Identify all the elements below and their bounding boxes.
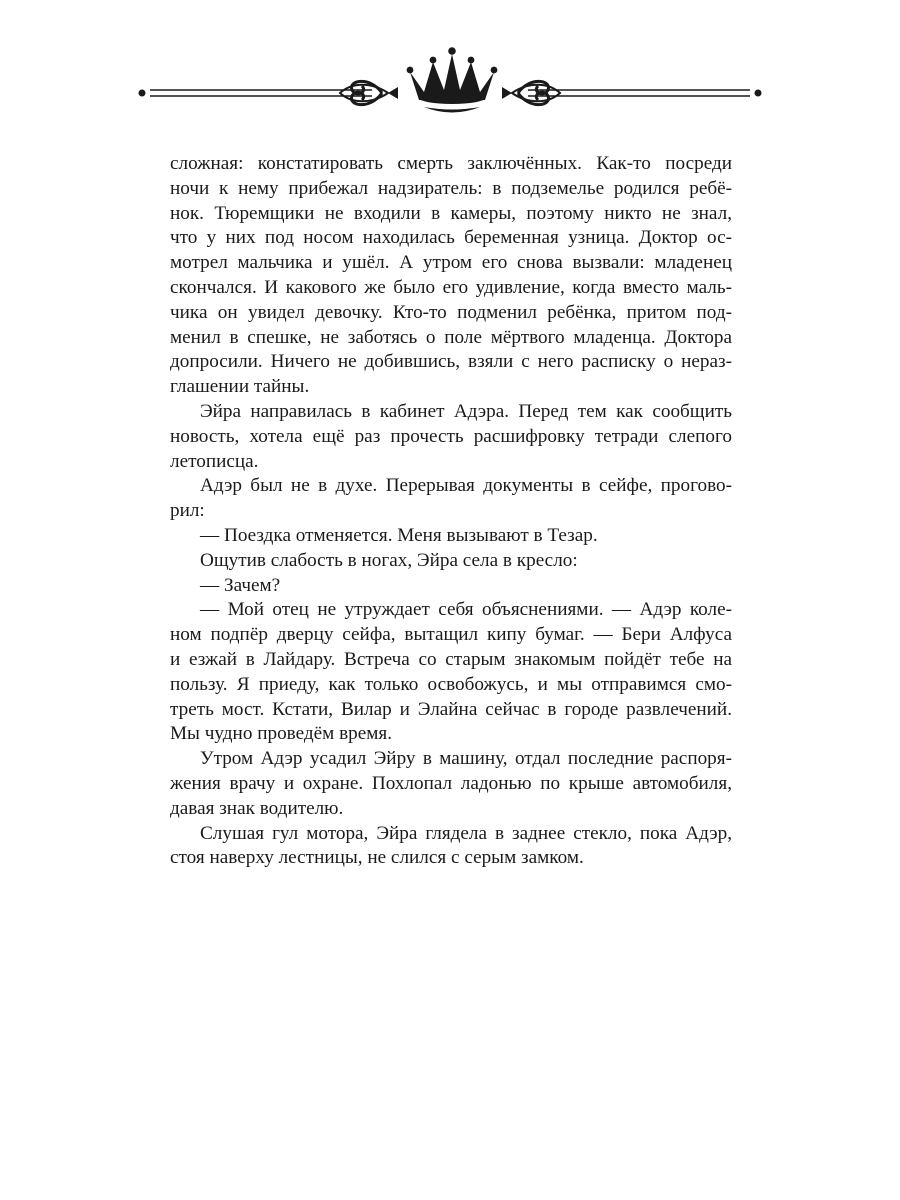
crown-icon — [407, 47, 498, 112]
text-line: что у них под носом находилась беременная узница. Доктор ос- — [170, 227, 732, 249]
text-line: менил в спешке, не заботясь о поле мёртвого младенца. Доктора — [170, 326, 732, 348]
text-line: Слушая гул мотора, Эйра глядела в заднее стекло, пока Адэр, — [200, 822, 732, 844]
text-line: Адэр был не в духе. Перерывая документы в сейфе, прогово- — [200, 475, 732, 497]
text-line: Эйра направилась в кабинет Адэра. Перед тем как сообщить — [200, 400, 732, 422]
text-line: Мы чудно проведём время. — [170, 723, 393, 745]
text-line: треть мост. Кстати, Вилар и Элайна сейчас в городе развлечений. — [170, 698, 732, 720]
body-text — [170, 152, 732, 871]
text-line: мотрел мальчика и ушёл. А утром его снова вызвали: младенец — [170, 252, 732, 274]
text-line: жения врачу и охране. Похлопал ладонью по крыше автомобиля, — [170, 772, 732, 794]
text-line: чика он увидел девочку. Кто-то подменил ребёнка, притом под- — [170, 301, 732, 323]
text-line: — Поездка отменяется. Меня вызывают в Тезар. — [200, 524, 598, 546]
text-line: пользу. Я приеду, как только освобожусь, и мы отправимся смо- — [170, 673, 732, 695]
text-line: — Мой отец не утруждает себя объяснениями. — Адэр коле- — [200, 599, 732, 621]
text-line: допросили. Ничего не добившись, взяли с него расписку о нераз- — [170, 351, 732, 373]
flourish-right-icon — [502, 81, 762, 104]
flourish-left-icon — [139, 81, 399, 104]
text-line: ном подпёр дверцу сейфа, вытащил кипу бумаг. — Бери Алфуса — [170, 624, 732, 646]
text-line: рил: — [170, 500, 205, 522]
text-line: новость, хотела ещё раз прочесть расшифровку тетради слепого — [170, 425, 732, 447]
text-line: стоя наверху лестницы, не слился с серым замком. — [170, 847, 584, 869]
text-line: летописца. — [170, 450, 259, 472]
text-line: сложная: констатировать смерть заключённых. Как-то посреди — [170, 153, 732, 174]
text-line: ночи к нему прибежал надзиратель: в подземелье родился ребё- — [170, 177, 732, 199]
text-line: нок. Тюремщики не входили в камеры, поэтому никто не знал, — [170, 202, 732, 224]
text-line: Ощутив слабость в ногах, Эйра села в кресло: — [200, 549, 578, 571]
text-line: глашении тайны. — [170, 376, 310, 398]
text-line: скончался. И какового же было его удивление, когда вместо маль- — [170, 276, 732, 298]
text-line: Утром Адэр усадил Эйру в машину, отдал последние распоря- — [200, 748, 732, 770]
text-line: и езжай в Лайдару. Встреча со старым знакомым пойдёт тебе на — [170, 648, 732, 670]
header-ornament — [0, 40, 900, 130]
text-line: давая знак водителю. — [170, 797, 344, 819]
text-line: — Зачем? — [200, 574, 281, 596]
